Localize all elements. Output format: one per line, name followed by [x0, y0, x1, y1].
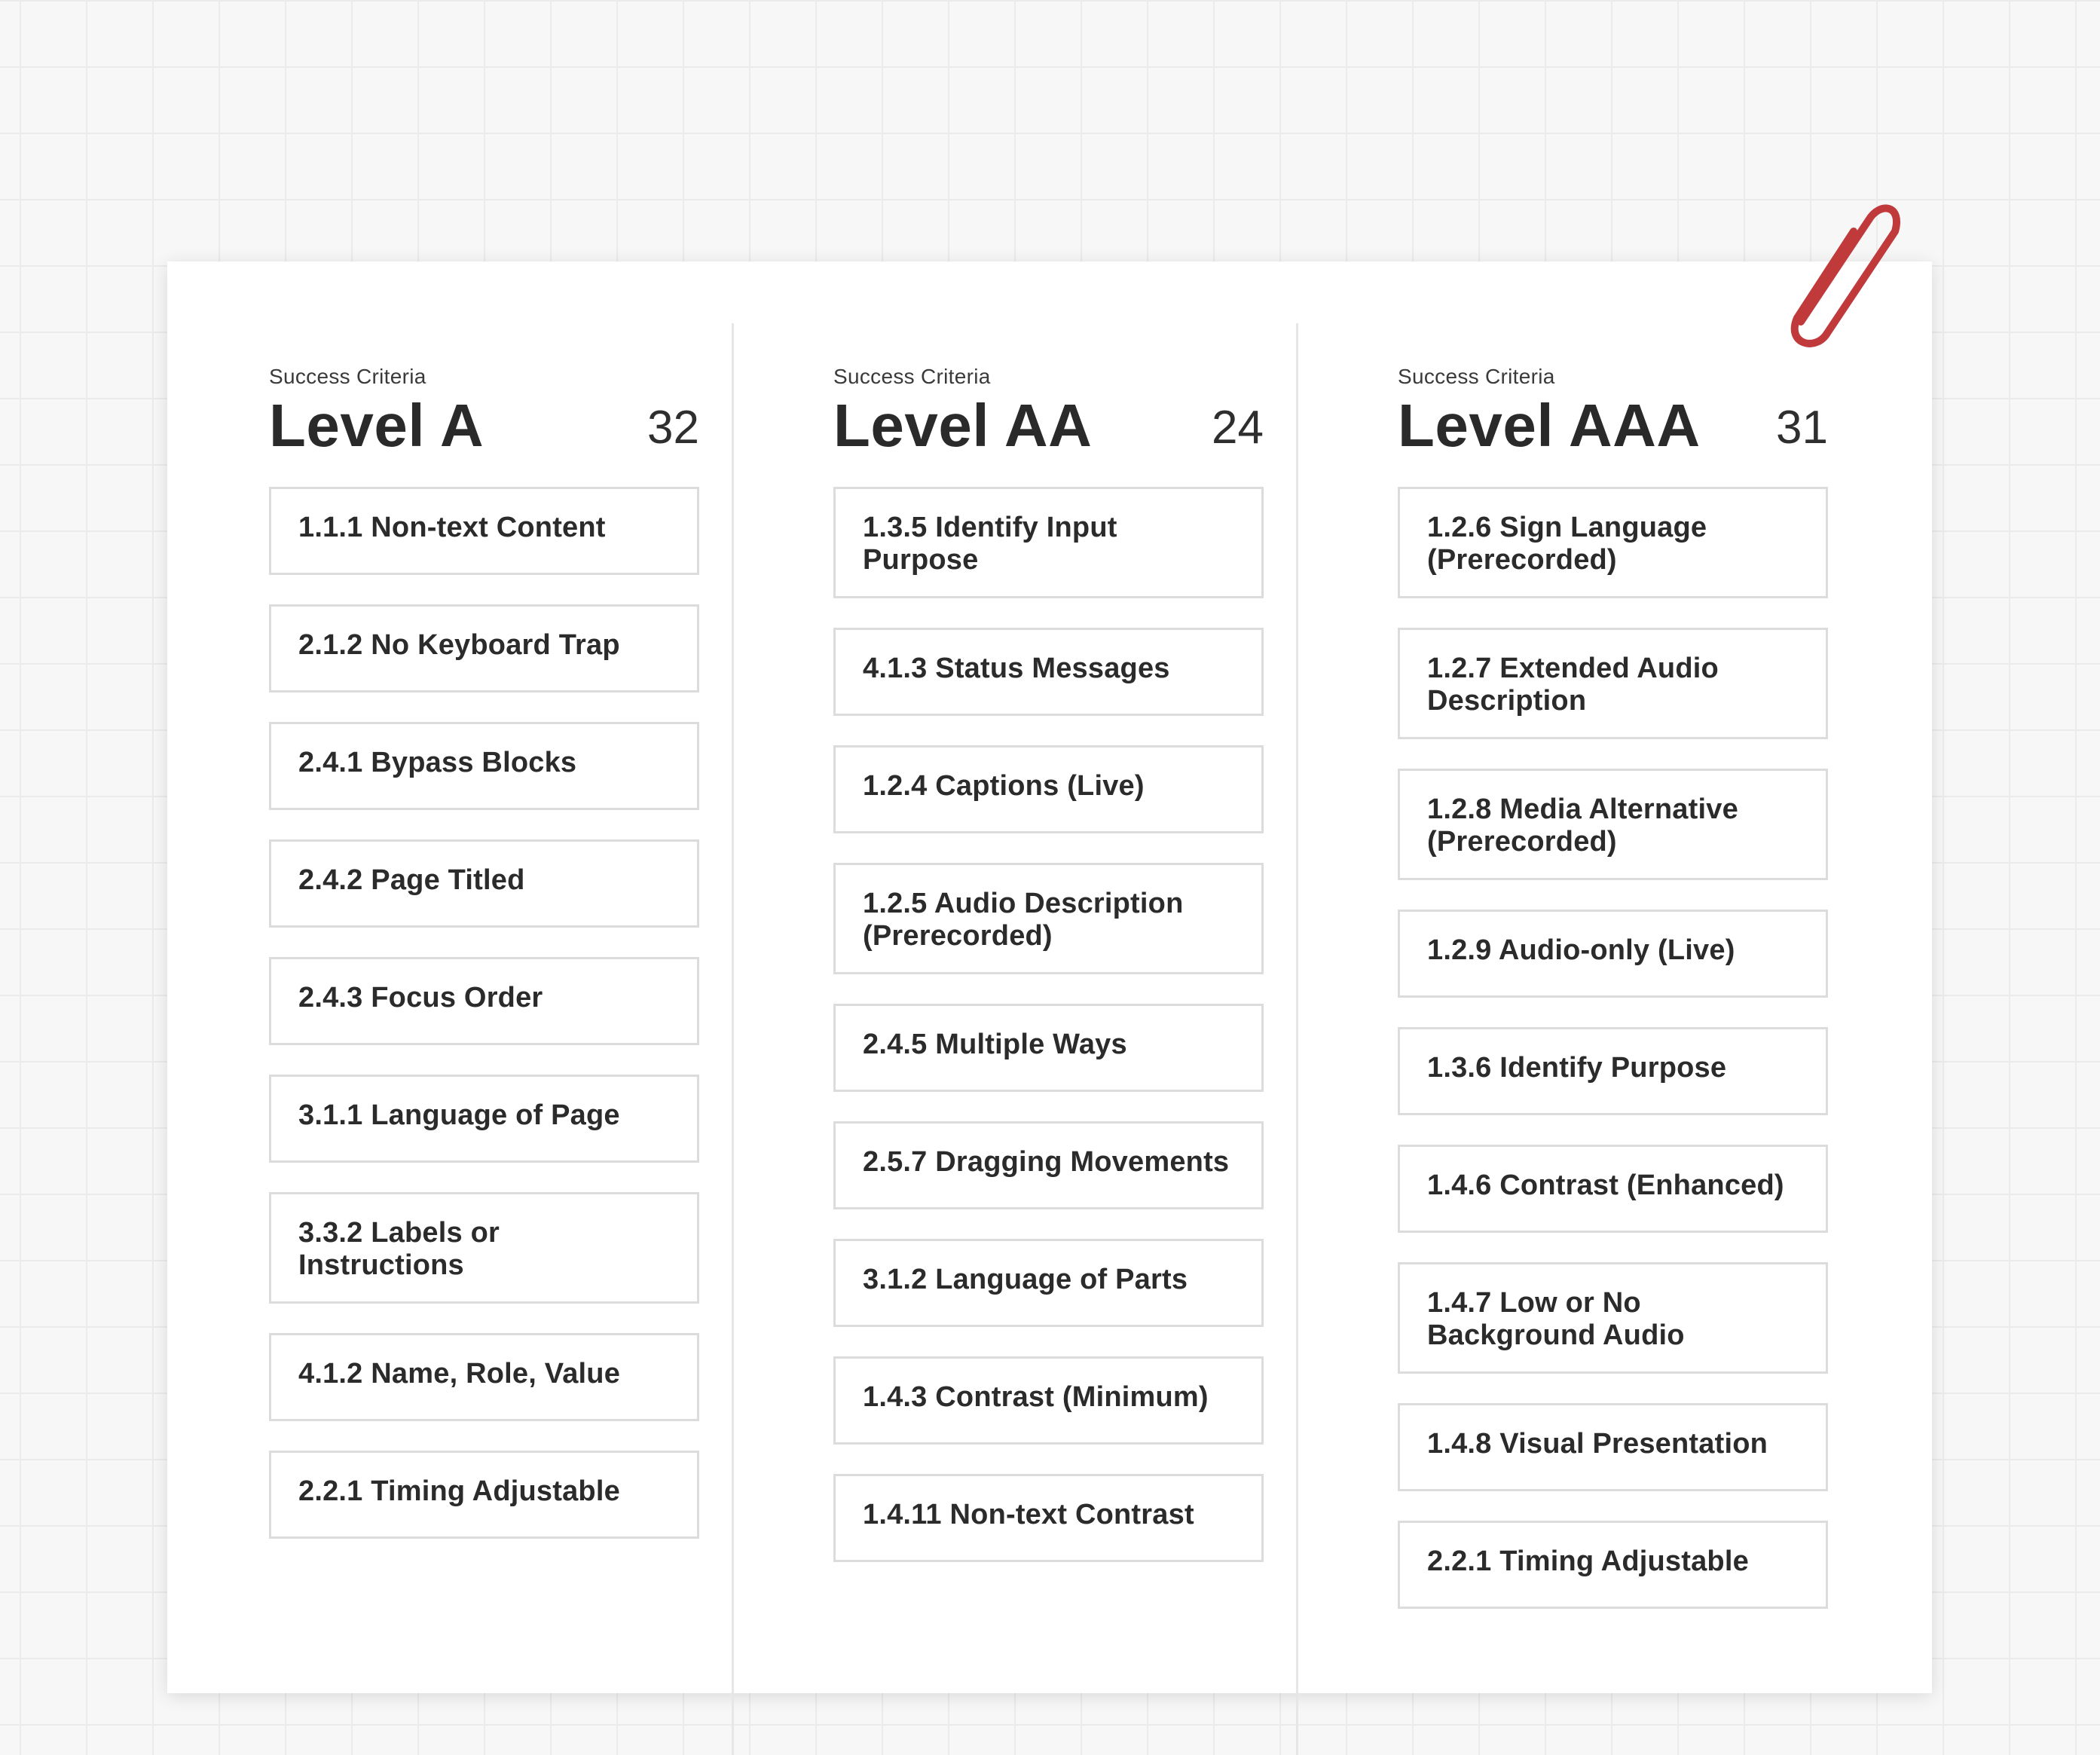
criterion-item[interactable]: 1.1.1 Non-text Content — [269, 487, 699, 575]
criterion-item[interactable]: 1.3.5 Identify Input Purpose — [833, 487, 1264, 598]
column-level-a — [167, 323, 732, 1755]
criterion-item[interactable]: 4.1.3 Status Messages — [833, 628, 1264, 716]
criteria-list — [1398, 487, 1828, 1609]
criterion-item[interactable]: 1.2.5 Audio Description (Prerecorded) — [833, 863, 1264, 974]
column-count: 32 — [647, 402, 699, 454]
criterion-item[interactable]: 3.1.2 Language of Parts — [833, 1239, 1264, 1327]
criterion-item[interactable]: 1.4.8 Visual Presentation — [1398, 1403, 1828, 1491]
criterion-item[interactable]: 1.2.6 Sign Language (Prerecorded) — [1398, 487, 1828, 598]
criteria-sheet — [167, 261, 1932, 1693]
criterion-item[interactable]: 4.1.2 Name, Role, Value — [269, 1333, 699, 1421]
criterion-item[interactable]: 1.4.11 Non-text Contrast — [833, 1474, 1264, 1562]
criterion-item[interactable]: 2.4.5 Multiple Ways — [833, 1004, 1264, 1092]
criterion-item[interactable]: 1.3.6 Identify Purpose — [1398, 1027, 1828, 1115]
criterion-item[interactable]: 1.2.7 Extended Audio Description — [1398, 628, 1828, 739]
criterion-item[interactable]: 1.4.7 Low or No Background Audio — [1398, 1262, 1828, 1374]
column-count: 31 — [1776, 402, 1828, 454]
criterion-item[interactable]: 1.2.8 Media Alternative (Prerecorded) — [1398, 769, 1828, 880]
criterion-item[interactable]: 2.4.3 Focus Order — [269, 957, 699, 1045]
criterion-item[interactable]: 2.5.7 Dragging Movements — [833, 1121, 1264, 1209]
column-level-aaa — [1296, 323, 1860, 1755]
criterion-item[interactable]: 1.4.6 Contrast (Enhanced) — [1398, 1145, 1828, 1233]
criteria-list — [833, 487, 1264, 1562]
column-title: Level AAA — [1398, 392, 1701, 459]
column-eyebrow: Success Criteria — [833, 365, 991, 388]
criterion-item[interactable]: 2.2.1 Timing Adjustable — [269, 1451, 699, 1539]
criterion-item[interactable]: 2.1.2 No Keyboard Trap — [269, 604, 699, 693]
column-title: Level A — [269, 392, 484, 459]
column-header — [269, 323, 699, 487]
criterion-item[interactable]: 1.2.9 Audio-only (Live) — [1398, 910, 1828, 998]
column-eyebrow: Success Criteria — [269, 365, 426, 388]
criterion-item[interactable]: 3.3.2 Labels or Instructions — [269, 1192, 699, 1304]
column-eyebrow: Success Criteria — [1398, 365, 1555, 388]
criteria-list — [269, 487, 699, 1539]
column-level-aa — [732, 323, 1296, 1755]
column-count: 24 — [1212, 402, 1264, 454]
criterion-item[interactable]: 1.2.4 Captions (Live) — [833, 745, 1264, 833]
paperclip-icon — [1756, 175, 1906, 356]
criterion-item[interactable]: 1.4.3 Contrast (Minimum) — [833, 1356, 1264, 1445]
column-header — [833, 323, 1264, 487]
criterion-item[interactable]: 2.4.2 Page Titled — [269, 839, 699, 928]
criterion-item[interactable]: 3.1.1 Language of Page — [269, 1075, 699, 1163]
criterion-item[interactable]: 2.4.1 Bypass Blocks — [269, 722, 699, 810]
column-title: Level AA — [833, 392, 1093, 459]
criterion-item[interactable]: 2.2.1 Timing Adjustable — [1398, 1521, 1828, 1609]
